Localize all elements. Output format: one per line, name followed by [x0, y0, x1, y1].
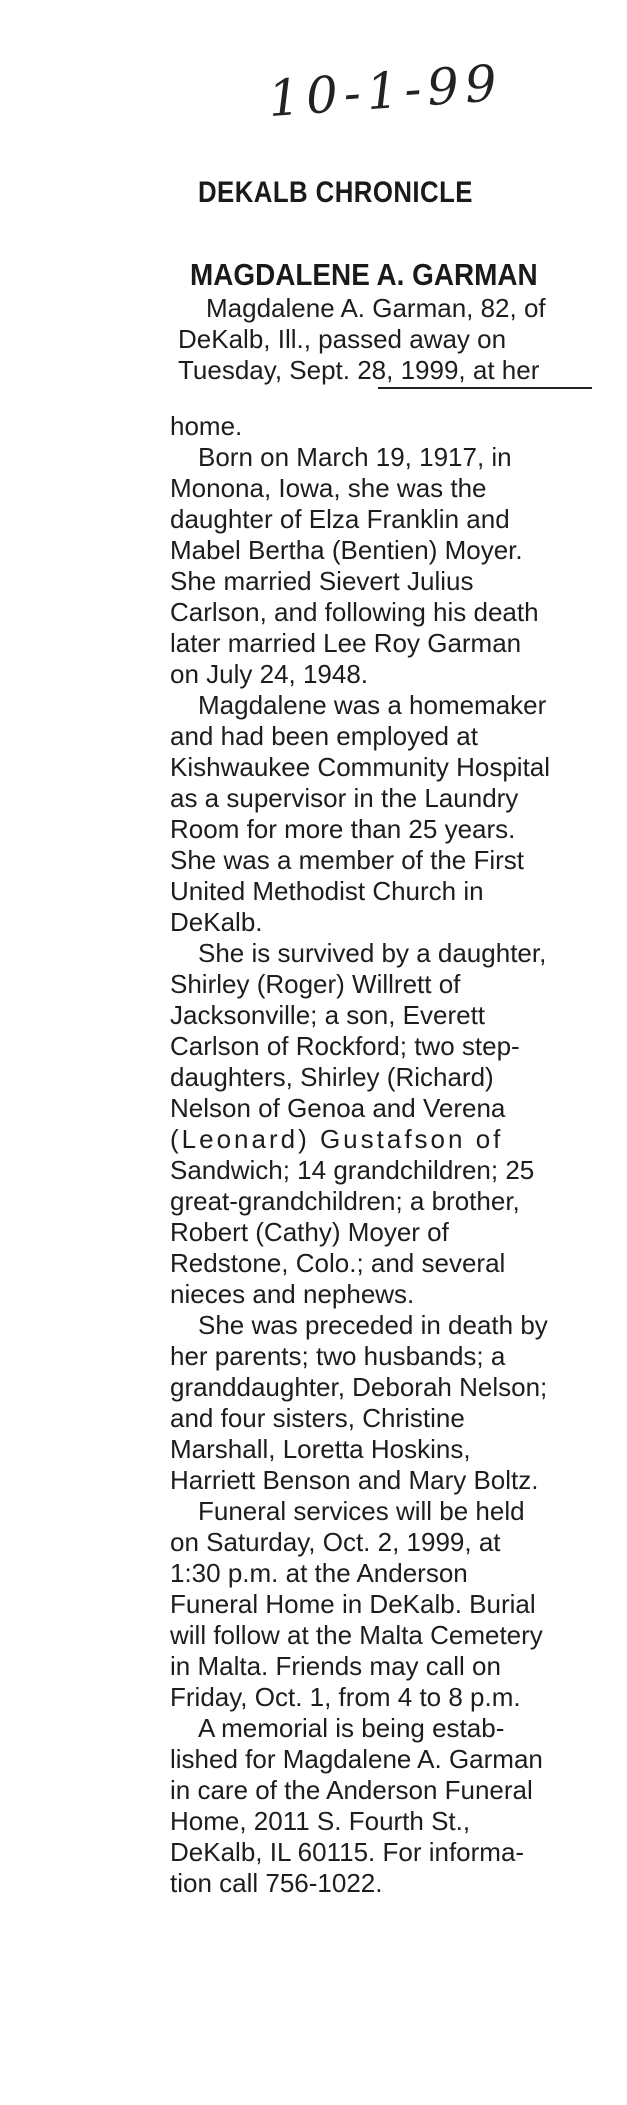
newspaper-name: DEKALB CHRONICLE [198, 176, 473, 209]
obituary-headline: MAGDALENE A. GARMAN [190, 257, 538, 292]
text-line: DeKalb, IL 60115. For informa- [170, 1837, 525, 1867]
text-line: Mabel Bertha (Bentien) Moyer. [170, 535, 523, 565]
text-line: Carlson of Rockford; two step- [170, 1031, 520, 1061]
text-line: She was a member of the First [170, 845, 525, 875]
text-line: (Leonard) Gustafson of [170, 1124, 504, 1154]
text-line: great-grandchildren; a brother, [170, 1186, 520, 1216]
text-line: in Malta. Friends may call on [170, 1651, 501, 1681]
text-line: on Saturday, Oct. 2, 1999, at [170, 1527, 501, 1557]
text-line: Carlson, and following his death [170, 597, 539, 627]
text-line: Born on March 19, 1917, in [198, 442, 512, 472]
text-line: She is survived by a daughter, [198, 938, 547, 968]
text-line: nieces and nephews. [170, 1279, 415, 1309]
text-line: in care of the Anderson Funeral [170, 1775, 533, 1805]
text-line: daughters, Shirley (Richard) [170, 1062, 494, 1092]
text-line: later married Lee Roy Garman [170, 628, 522, 658]
text-line: Jacksonville; a son, Everett [170, 1000, 486, 1030]
text-line: home. [170, 411, 243, 441]
text-line: Nelson of Genoa and Verena [170, 1093, 506, 1123]
text-line: Shirley (Roger) Willrett of [170, 969, 461, 999]
text-line: Redstone, Colo.; and several [170, 1248, 506, 1278]
text-line: and four sisters, Christine [170, 1403, 465, 1433]
text-line: 1:30 p.m. at the Anderson [170, 1558, 468, 1588]
text-line: as a supervisor in the Laundry [170, 783, 519, 813]
text-line: She married Sievert Julius [170, 566, 474, 596]
text-line: Robert (Cathy) Moyer of [170, 1217, 449, 1247]
text-line: her parents; two husbands; a [170, 1341, 506, 1371]
text-line: Marshall, Loretta Hoskins, [170, 1434, 471, 1464]
text-line: She was preceded in death by [198, 1310, 548, 1340]
text-line: DeKalb. [170, 907, 263, 937]
text-line: and had been employed at [170, 721, 478, 751]
handwritten-date: 10-1-99 [266, 53, 505, 129]
text-line: Funeral Home in DeKalb. Burial [170, 1589, 536, 1619]
lead-paragraph [178, 293, 598, 386]
text-line: Harriett Benson and Mary Boltz. [170, 1465, 539, 1495]
text-line: Friday, Oct. 1, from 4 to 8 p.m. [170, 1682, 521, 1712]
text-line: Funeral services will be held [198, 1496, 525, 1526]
text-line: Monona, Iowa, she was the [170, 473, 487, 503]
text-line: will follow at the Malta Cemetery [170, 1620, 543, 1650]
text-line: daughter of Elza Franklin and [170, 504, 510, 534]
text-line: Kishwaukee Community Hospital [170, 752, 551, 782]
underline-mark [378, 387, 592, 389]
text-line: A memorial is being estab- [198, 1713, 505, 1743]
text-line: on July 24, 1948. [170, 659, 369, 689]
obituary-body [170, 411, 590, 1899]
text-line: Sandwich; 14 grandchildren; 25 [170, 1155, 535, 1185]
text-line: tion call 756-1022. [170, 1868, 383, 1898]
text-line: lished for Magdalene A. Garman [170, 1744, 543, 1774]
text-line: Magdalene A. Garman, 82, of [206, 293, 546, 323]
text-line: Tuesday, Sept. 28, 1999, at her [178, 355, 540, 385]
text-line: DeKalb, Ill., passed away on [178, 324, 507, 354]
text-line: granddaughter, Deborah Nelson; [170, 1372, 548, 1402]
text-line: Home, 2011 S. Fourth St., [170, 1806, 471, 1836]
text-line: United Methodist Church in [170, 876, 484, 906]
text-line: Magdalene was a homemaker [198, 690, 547, 720]
text-line: Room for more than 25 years. [170, 814, 516, 844]
